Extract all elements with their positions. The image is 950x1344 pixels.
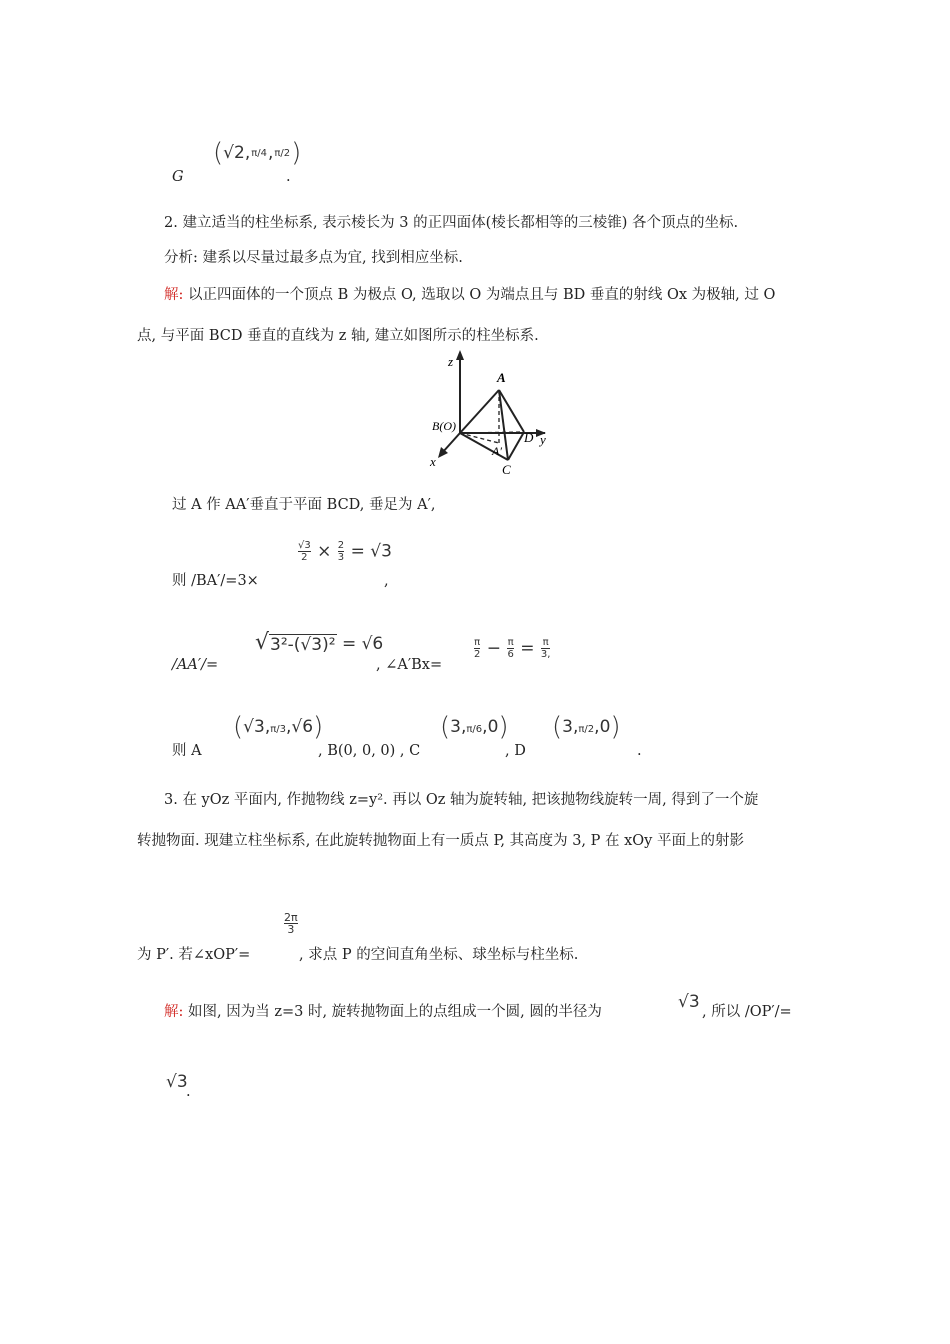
edge-ba <box>460 390 499 433</box>
problem-3-line-3-prefix: 为 P′. 若∠xOP′= <box>137 947 251 963</box>
coord-c: (3,π/6,0) <box>440 712 509 742</box>
label-b: B(O) <box>432 419 456 433</box>
label-y: y <box>540 432 546 447</box>
final-period: . <box>186 1084 191 1100</box>
problem-3-line-2: 转抛物面. 现建立柱坐标系, 在此旋转抛物面上有一质点 P, 其高度为 3, P 在 xOy 平面上的射影 <box>137 833 744 849</box>
z-arrow-icon <box>456 350 464 360</box>
coord-a: (√3,π/3,√6) <box>233 712 324 742</box>
problem-2-text: 2. 建立适当的柱坐标系, 表示棱长为 3 的正四面体(棱长都相等的三棱锥) 各个顶点的坐标. <box>164 215 739 231</box>
solution-label: 解: <box>164 287 184 303</box>
label-x: x <box>430 454 436 469</box>
label-z: z <box>448 354 454 369</box>
label-c: C <box>502 462 511 477</box>
solution-label: 解: <box>164 1004 184 1020</box>
angle-prefix: , ∠A′Bx= <box>376 657 443 673</box>
problem-2-solution-line-2: 点, 与平面 BCD 垂直的直线为 z 轴, 建立如图所示的柱坐标系. <box>137 328 539 344</box>
label-a: A <box>497 370 506 385</box>
ba-length-expr: $\frac{√3}{2}$ × $\frac{2}{3}$ = √3 <box>298 540 392 563</box>
coord-d-prefix: , D <box>505 743 526 759</box>
radius-sqrt: √3 <box>678 992 700 1012</box>
coord-d: (3,π/2,0) <box>552 712 621 742</box>
aa-length-expr: √ 3²-(√3)² = √6 <box>255 630 384 655</box>
aa-perpendicular-text: 过 A 作 AA′垂直于平面 BCD, 垂足为 A′, <box>172 497 436 513</box>
problem-3-line-1: 3. 在 yOz 平面内, 作抛物线 z=y². 再以 Oz 轴为旋转轴, 把该抛物线旋转一周, 得到了一个旋 <box>164 792 759 808</box>
ba-length-suffix: , <box>384 573 389 589</box>
period: . <box>286 169 291 185</box>
problem-2-solution-line-1: 解: 以正四面体的一个顶点 B 为极点 O, 选取以 O 为端点且与 BD 垂直的射线 Ox 为极轴, 过 O <box>164 287 776 303</box>
coord-a-prefix: 则 A <box>172 743 202 759</box>
problem-3-solution-tail: , 所以 /OP′/= <box>702 1004 792 1020</box>
tetrahedron-figure <box>420 350 570 480</box>
coord-end: . <box>637 743 642 759</box>
angle-frac: $\frac{2\pi}{3}$ <box>284 911 298 936</box>
frac-num: π/4 <box>251 147 267 159</box>
edge-cd <box>508 432 524 460</box>
label-a-prime: A′ <box>492 444 502 458</box>
problem-3-line-3-suffix: , 求点 P 的空间直角坐标、球坐标与柱坐标. <box>299 947 579 963</box>
point-label-g: G <box>172 169 184 185</box>
coord-b-text: , B(0, 0, 0) , C <box>318 743 421 759</box>
problem-2-analysis: 分析: 建系以尽量过最多点为宜, 找到相应坐标. <box>164 250 463 266</box>
line-ba1-dashed <box>460 433 499 443</box>
op-length-value: √3 <box>166 1072 188 1092</box>
coord-g: (√2, π/4 , π/2 ) <box>213 138 302 168</box>
ba-length-prefix: 则 /BA′/=3× <box>172 573 259 589</box>
x-axis <box>442 433 460 453</box>
label-d: D <box>524 430 534 445</box>
angle-expr: $\frac{\pi}{2}$ − $\frac{\pi}{6}$ = $\frac{\pi}{3,}$ <box>474 637 551 660</box>
aa-length-prefix: /AA′/= <box>172 657 219 673</box>
problem-3-solution: 解: 如图, 因为当 z=3 时, 旋转抛物面上的点组成一个圆, 圆的半径为 <box>164 1004 602 1020</box>
